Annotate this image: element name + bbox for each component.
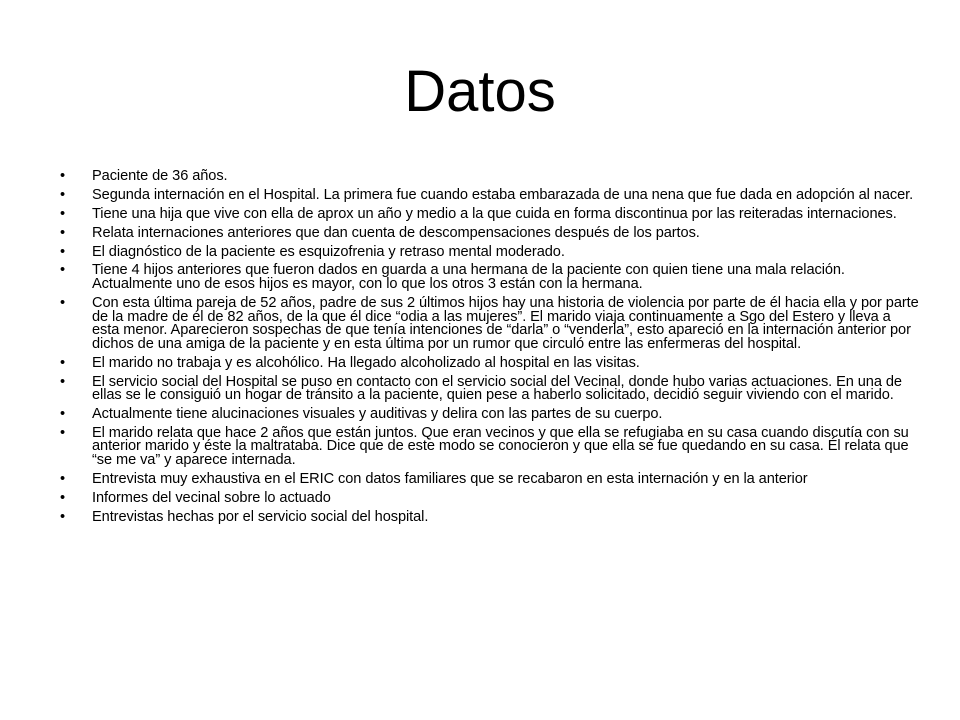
bullet-marker: •: [60, 243, 66, 260]
bullet-marker: •: [60, 470, 66, 487]
bullet-marker: •: [60, 489, 66, 506]
bullet-item: [60, 294, 920, 352]
bullet-list: [60, 170, 920, 530]
bullet-marker: •: [60, 262, 66, 279]
bullet-item: [60, 354, 920, 371]
bullet-item: [60, 224, 920, 241]
bullet-marker: •: [60, 405, 66, 422]
bullet-marker: •: [60, 508, 66, 525]
bullet-item: [60, 243, 920, 260]
bullet-item: [60, 170, 920, 184]
bullet-text: Relata internaciones anteriores que dan cuenta de descompensaciones después de los partos.: [92, 224, 700, 241]
bullet-item: [60, 186, 920, 203]
bullet-item: [60, 205, 920, 222]
slide-title: Datos: [404, 59, 556, 124]
bullet-text: Entrevistas hechas por el servicio social del hospital.: [92, 508, 429, 525]
bullet-item: [60, 470, 920, 487]
bullet-text: Tiene una hija que vive con ella de aprox un año y medio a la que cuida en forma discontinua por las reiteradas internaciones.: [92, 205, 897, 222]
bullet-marker: •: [60, 354, 66, 371]
bullet-item: [60, 424, 920, 469]
bullet-item: [60, 264, 920, 291]
bullet-text: El diagnóstico de la paciente es esquizofrenia y retraso mental moderado.: [92, 243, 565, 260]
bullet-marker: •: [60, 373, 66, 390]
bullet-text: Segunda internación en el Hospital. La primera fue cuando estaba embarazada de una nena que fue dada en adopción al nacer.: [92, 186, 914, 203]
bullet-text: Tiene 4 hijos anteriores que fueron dados en guarda a una hermana de la paciente con quien tiene una mala relación. Actualmente uno de esos hijos es mayor, con lo que los otros 3 están con la hermana.: [92, 262, 845, 293]
bullet-text: Con esta última pareja de 52 años, padre de sus 2 últimos hijos hay una historia de violencia por parte de él hacia ella y por parte de la madre de él de 82 años, de la que él dice “odia a las mujeres”. El marido viaja continuamente a Sgo del Estero y lleva a esta menor. Aparecieron sospechas de que tenía intenciones de “darla” o “venderla”, esto apareció en la internación anterior por dichos de una amiga de la paciente y en esta última por un rumor que circuló entre las enfermeras del hospital.: [92, 294, 919, 352]
bullet-text: Actualmente tiene alucinaciones visuales y auditivas y delira con las partes de su cuerpo.: [92, 405, 663, 422]
bullet-item: [60, 508, 920, 525]
bullet-item: [60, 373, 920, 404]
bullet-text: Informes del vecinal sobre lo actuado: [92, 489, 331, 506]
bullet-marker: •: [60, 424, 66, 441]
bullet-marker: •: [60, 294, 66, 311]
bullet-text: Entrevista muy exhaustiva en el ERIC con datos familiares que se recabaron en esta internación y en la anterior: [92, 470, 808, 487]
bullet-item: [60, 489, 920, 506]
bullet-text: El marido relata que hace 2 años que están juntos. Que eran vecinos y que ella se refugiaba en su casa cuando discutía con su anterior marido y éste la maltrataba. Dice que de este modo se conocieron y que ella se fue quedando en su casa. Él relata que “se me va” y aparece internada.: [92, 424, 909, 469]
bullet-text: Paciente de 36 años.: [92, 168, 228, 184]
bullet-marker: •: [60, 168, 66, 184]
bullet-marker: •: [60, 224, 66, 241]
bullet-text: El servicio social del Hospital se puso en contacto con el servicio social del Vecinal, donde hubo varias actuaciones. En una de ellas se le consiguió un hogar de tránsito a la paciente, quien pese a haberlo solicitado, decidió seguir viviendo con el marido.: [92, 373, 902, 404]
bullet-text: El marido no trabaja y es alcohólico. Ha llegado alcoholizado al hospital en las visitas.: [92, 354, 640, 371]
bullet-item: [60, 405, 920, 422]
bullet-marker: •: [60, 186, 66, 203]
bullet-marker: •: [60, 205, 66, 222]
